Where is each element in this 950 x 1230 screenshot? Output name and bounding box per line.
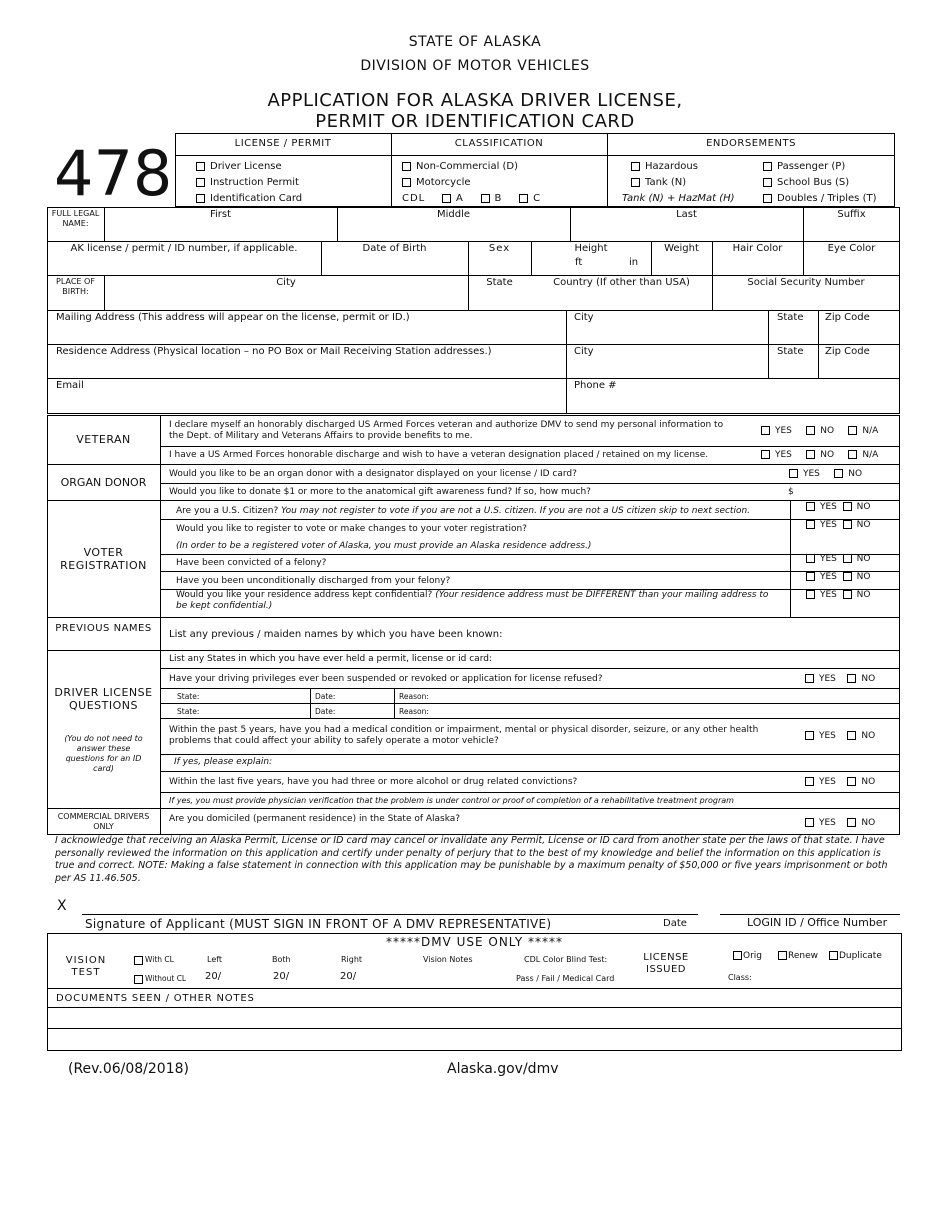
cdl-options: CDL A B C: [402, 193, 542, 204]
revision-date: (Rev.06/08/2018): [68, 1061, 189, 1077]
signature-field[interactable]: Signature of Applicant (MUST SIGN IN FRONT OF A DMV REPRESENTATIVE): [85, 917, 552, 931]
option-instruction-permit[interactable]: Instruction Permit: [196, 177, 299, 189]
checkbox[interactable]: [196, 194, 205, 203]
mailing-city-field[interactable]: City: [574, 312, 594, 323]
veteran-q1-answers: YES NO N/A: [761, 426, 878, 437]
vision-left-label: Left: [207, 955, 223, 964]
cdl-a-checkbox[interactable]: [442, 194, 451, 203]
voter-q2-answers: YES NO: [806, 520, 870, 531]
voter-question-2: Would you like to register to vote or make changes to your voter registration?: [176, 524, 527, 534]
suspension-reason-1[interactable]: Reason:: [399, 692, 429, 701]
checkbox[interactable]: [402, 178, 411, 187]
option-driver-license[interactable]: Driver License: [196, 161, 282, 173]
license-permit-heading: LICENSE / PERMIT: [234, 138, 332, 149]
yes-checkbox[interactable]: [806, 572, 815, 581]
no-checkbox[interactable]: [806, 450, 815, 459]
donation-amount-field[interactable]: $: [788, 487, 794, 497]
voter-q3-answers: YES NO: [806, 554, 870, 565]
checkbox[interactable]: [402, 162, 411, 171]
suspension-date-1[interactable]: Date:: [315, 692, 336, 701]
checkbox[interactable]: [196, 162, 205, 171]
yes-checkbox[interactable]: [761, 426, 770, 435]
na-checkbox[interactable]: [848, 426, 857, 435]
classification-heading: CLASSIFICATION: [454, 138, 544, 149]
form-title-line1: APPLICATION FOR ALASKA DRIVER LICENSE,: [267, 90, 683, 111]
option-tank[interactable]: Tank (N): [631, 177, 686, 189]
na-checkbox[interactable]: [848, 450, 857, 459]
dmv-use-only-block: [47, 933, 902, 1051]
mailing-zip-field[interactable]: Zip Code: [825, 312, 870, 323]
division-title: DIVISION OF MOTOR VEHICLES: [360, 58, 590, 74]
cdl-color-blind-test-label: CDL Color Blind Test:: [524, 955, 608, 964]
vision-test-label: VISION TEST: [65, 955, 107, 978]
residence-address-field[interactable]: Residence Address (Physical location – no PO Box or Mail Receiving Station addresses.): [56, 346, 492, 357]
organ-question-1: Would you like to be an organ donor with a designator displayed on your license / ID card?: [169, 469, 577, 479]
driver-question-4: Within the last five years, have you had three or more alcohol or drug related convictions?: [169, 777, 578, 787]
date-of-birth-field[interactable]: Date of Birth: [362, 243, 427, 254]
yes-checkbox[interactable]: [789, 469, 798, 478]
ssn-field[interactable]: Social Security Number: [747, 277, 865, 288]
height-field[interactable]: Height: [574, 243, 608, 254]
vision-right-label: Right: [341, 955, 363, 964]
commercial-question: Are you domiciled (permanent residence) in the State of Alaska?: [169, 814, 461, 824]
option-non-commercial[interactable]: Non-Commercial (D): [402, 161, 518, 173]
option-school-bus[interactable]: School Bus (S): [763, 177, 849, 189]
no-checkbox[interactable]: [843, 502, 852, 511]
acknowledgement-text: I acknowledge that receiving an Alaska Permit, License or ID card may cancel or invalidate any Permit, License or ID card from another state per the laws of that state. I have personally reviewed the information on this application and certify under penalty of perjury that to the best of my knowledge and belief the information on this application is true and correct. NOTE: Making a false statement in connection with this application may be punishable by a maximum penalty of $50,000 or five years imprisonment or both per AS 11.46.505.: [55, 835, 888, 884]
residence-zip-field[interactable]: Zip Code: [825, 346, 870, 357]
place-of-birth-label: PLACE OF BIRTH:: [56, 277, 95, 296]
yes-checkbox[interactable]: [805, 731, 814, 740]
middle-name-field[interactable]: Middle: [436, 209, 471, 220]
voter-question-3: Have been convicted of a felony?: [176, 558, 327, 568]
endorsements-heading: ENDORSEMENTS: [706, 138, 796, 149]
website-link[interactable]: Alaska.gov/dmv: [447, 1061, 559, 1077]
cdl-c-checkbox[interactable]: [519, 194, 528, 203]
veteran-q2-answers: YES NO N/A: [761, 450, 878, 461]
checkbox[interactable]: [631, 162, 640, 171]
cdl-b-checkbox[interactable]: [481, 194, 490, 203]
voter-q5-answers: YES NO: [806, 590, 870, 601]
option-hazardous[interactable]: Hazardous: [631, 161, 698, 173]
form-title-line2: PERMIT OR IDENTIFICATION CARD: [315, 111, 635, 132]
orig-option[interactable]: Orig: [733, 951, 762, 962]
veteran-question-2: I have a US Armed Forces honorable discharge and wish to have a veteran designation placed / retained on my license.: [169, 450, 709, 460]
driver-question-1: List any States in which you have ever held a permit, license or id card:: [169, 654, 492, 664]
sex-field[interactable]: Sex: [488, 243, 511, 254]
option-motorcycle[interactable]: Motorcycle: [402, 177, 471, 189]
yes-checkbox[interactable]: [805, 777, 814, 786]
height-in-label: in: [629, 257, 639, 268]
driver-q4-note: If yes, you must provide physician verification that the problem is under control or proof of completion of a rehabilitative treatment program: [169, 796, 734, 805]
driver-q4-answers: YES NO: [805, 777, 875, 788]
dmv-use-only-title: *****DMV USE ONLY *****: [385, 935, 564, 949]
residence-city-field[interactable]: City: [574, 346, 594, 357]
birth-state-field[interactable]: State: [486, 277, 513, 288]
form-number: 478: [54, 137, 173, 210]
organ-q1-answers: YES NO: [789, 469, 862, 480]
vision-both-label: Both: [272, 955, 291, 964]
hair-color-field[interactable]: Hair Color: [732, 243, 783, 254]
renew-option[interactable]: Renew: [778, 951, 818, 962]
no-checkbox[interactable]: [843, 590, 852, 599]
driver-license-questions-label: DRIVER LICENSE QUESTIONS: [54, 686, 153, 712]
no-checkbox[interactable]: [806, 426, 815, 435]
organ-question-2: Would you like to donate $1 or more to the anatomical gift awareness fund? If so, how much?: [169, 487, 591, 497]
phone-field[interactable]: Phone #: [574, 380, 617, 391]
with-cl-option[interactable]: With CL: [134, 955, 174, 965]
signature-date-field[interactable]: Date: [663, 918, 687, 929]
commercial-drivers-label: COMMERCIAL DRIVERS ONLY: [57, 812, 150, 831]
without-cl-option[interactable]: Without CL: [134, 974, 186, 984]
voter-question-2-note: (In order to be a registered voter of Alaska, you must provide an Alaska residence address.): [176, 541, 592, 551]
checkbox[interactable]: [733, 951, 742, 960]
eye-color-field[interactable]: Eye Color: [827, 243, 876, 254]
login-id-field[interactable]: LOGIN ID / Office Number: [747, 916, 888, 929]
last-name-field[interactable]: Last: [676, 209, 697, 220]
checkbox[interactable]: [829, 951, 838, 960]
no-checkbox[interactable]: [847, 731, 856, 740]
suspension-reason-2[interactable]: Reason:: [399, 707, 429, 716]
checkbox[interactable]: [778, 951, 787, 960]
yes-checkbox[interactable]: [761, 450, 770, 459]
full-legal-name-label: FULL LEGAL NAME:: [51, 209, 100, 228]
option-identification-card[interactable]: Identification Card: [196, 193, 302, 205]
voter-registration-label: VOTER REGISTRATION: [60, 546, 147, 572]
checkbox[interactable]: [763, 162, 772, 171]
organ-donor-label: ORGAN DONOR: [60, 476, 147, 489]
vision-both-value[interactable]: 20/: [273, 971, 290, 982]
tank-hazmat-note: Tank (N) + HazMat (H): [622, 193, 735, 204]
voter-q4-answers: YES NO: [806, 572, 870, 583]
checkbox[interactable]: [763, 194, 772, 203]
previous-names-label: PREVIOUS NAMES: [55, 623, 152, 634]
driver-question-2: Have your driving privileges ever been suspended or revoked or application for license refused?: [169, 674, 603, 684]
checkbox[interactable]: [631, 178, 640, 187]
state-title: STATE OF ALASKA: [408, 34, 542, 50]
driver-q3-answers: YES NO: [805, 731, 875, 742]
license-issued-label: LICENSE ISSUED: [643, 952, 689, 975]
previous-names-field[interactable]: List any previous / maiden names by which you have been known:: [169, 629, 503, 640]
yes-checkbox[interactable]: [805, 674, 814, 683]
voter-q1-answers: YES NO: [806, 502, 870, 513]
cdl-label: CDL: [402, 193, 426, 204]
no-checkbox[interactable]: [843, 554, 852, 563]
option-passenger[interactable]: Passenger (P): [763, 161, 845, 173]
birth-city-field[interactable]: City: [276, 277, 296, 288]
no-checkbox[interactable]: [843, 572, 852, 581]
vision-right-value[interactable]: 20/: [340, 971, 357, 982]
vision-notes-label[interactable]: Vision Notes: [423, 955, 473, 964]
no-checkbox[interactable]: [847, 818, 856, 827]
checkbox[interactable]: [134, 975, 143, 984]
option-doubles-triples[interactable]: Doubles / Triples (T): [763, 193, 876, 205]
yes-checkbox[interactable]: [806, 502, 815, 511]
driver-q3-explain[interactable]: If yes, please explain:: [174, 757, 273, 767]
driver-question-3: Within the past 5 years, have you had a medical condition or impairment, mental or physical disorder, seizure, or any other health problems that could affect your ability to safely operate a motor vehicle?: [169, 725, 759, 746]
no-checkbox[interactable]: [847, 777, 856, 786]
license-class-field[interactable]: Class:: [728, 973, 752, 982]
suffix-field[interactable]: Suffix: [837, 209, 866, 220]
commercial-answers: YES NO: [805, 818, 875, 829]
height-ft-label: ft: [575, 257, 583, 268]
driver-questions-note: (You do not need to answer these questions for an ID card): [64, 734, 143, 773]
mailing-state-field[interactable]: State: [777, 312, 804, 323]
first-name-field[interactable]: First: [209, 209, 232, 220]
checkbox[interactable]: [134, 956, 143, 965]
checkbox[interactable]: [763, 178, 772, 187]
suspension-state-1[interactable]: State:: [177, 692, 200, 701]
documents-seen-label: DOCUMENTS SEEN / OTHER NOTES: [56, 993, 255, 1004]
pass-fail-medical-label: Pass / Fail / Medical Card: [516, 974, 615, 983]
driver-q2-answers: YES NO: [805, 674, 875, 685]
residence-state-field[interactable]: State: [777, 346, 804, 357]
voter-question-4: Have you been unconditionally discharged from your felony?: [176, 576, 451, 586]
checkbox[interactable]: [196, 178, 205, 187]
duplicate-option[interactable]: Duplicate: [829, 951, 882, 962]
no-checkbox[interactable]: [834, 469, 843, 478]
veteran-label: VETERAN: [76, 433, 131, 446]
voter-question-5: Would you like your residence address kept confidential? (Your residence address must be DIFFERENT than your mailing address to be kept confidential.): [176, 590, 769, 611]
email-field[interactable]: Email: [56, 380, 84, 391]
voter-question-1: Are you a U.S. Citizen? You may not register to vote if you are not a U.S. citizen. If you are not a US citizen skip to next section.: [176, 506, 751, 516]
mailing-address-field[interactable]: Mailing Address (This address will appear on the license, permit or ID.): [56, 312, 410, 323]
no-checkbox[interactable]: [847, 674, 856, 683]
birth-country-field[interactable]: Country (If other than USA): [553, 277, 690, 288]
yes-checkbox[interactable]: [806, 590, 815, 599]
yes-checkbox[interactable]: [806, 520, 815, 529]
no-checkbox[interactable]: [843, 520, 852, 529]
yes-checkbox[interactable]: [806, 554, 815, 563]
ak-license-number-field[interactable]: AK license / permit / ID number, if applicable.: [70, 243, 298, 254]
vision-left-value[interactable]: 20/: [205, 971, 222, 982]
yes-checkbox[interactable]: [805, 818, 814, 827]
suspension-date-2[interactable]: Date:: [315, 707, 336, 716]
suspension-state-2[interactable]: State:: [177, 707, 200, 716]
weight-field[interactable]: Weight: [664, 243, 699, 254]
veteran-question-1: I declare myself an honorably discharged US Armed Forces veteran and authorize DMV to send my personal information to the Dept. of Military and Veterans Affairs to provide benefits to me.: [169, 420, 724, 441]
signature-x-mark: X: [57, 898, 67, 914]
